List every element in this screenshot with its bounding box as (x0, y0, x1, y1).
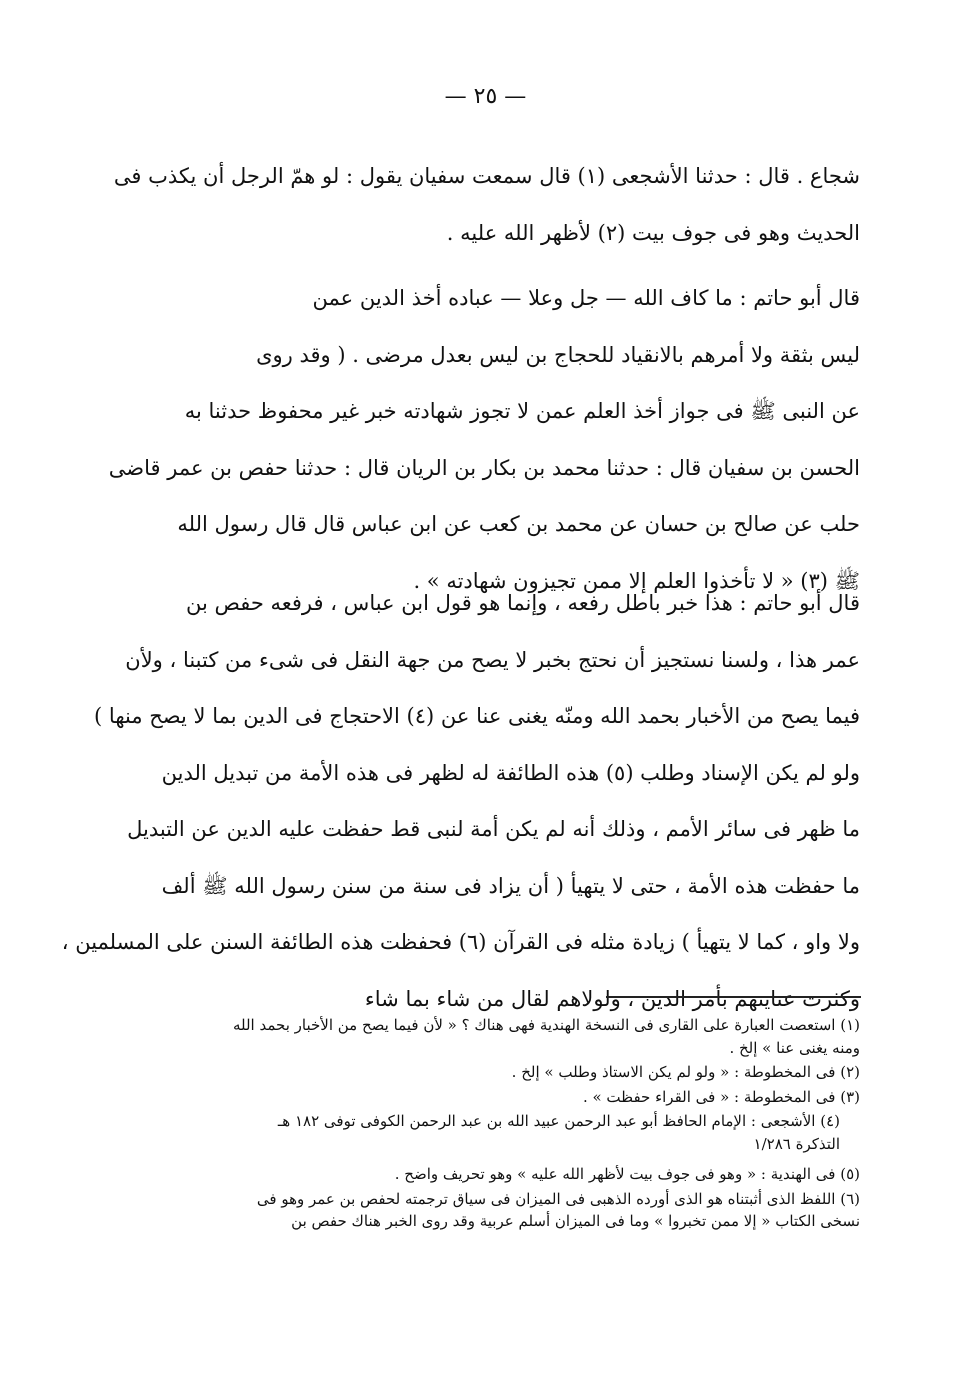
text-line: فيما يصح من الأخبار بحمد الله ومنّه يغنى عنا عن (٤) الاحتجاج فى الدين بما لا يصح منها ) (94, 704, 860, 728)
footnote-text: (٥) فى الهندية : « وهو فى جوف بيت لأظهر الله عليه » وهو تحريف واضح . (394, 1165, 860, 1183)
text-line: وكثرت عنايتهم بأمر الدين ، ولولاهم لقال من شاء بما شاء (364, 986, 860, 1011)
text-line: ﷺ (٣) « لا تأخذوا العلم إلا ممن تجيزون شهادته » . (413, 568, 860, 593)
footnote-4 (140, 1110, 860, 1155)
text-line: ولو لم يكن الإسناد وطلب (٥) هذه الطائفة له لظهر فى هذه الأمة من تبديل الدين (161, 760, 860, 785)
text-line: حلب عن صالح بن حسان عن محمد بن كعب عن ابن عباس قال قال رسول الله (177, 512, 860, 536)
text-line: شجاع . قال : حدثنا الأشجعى (١) قال سمعت سفيان يقول : لو همّ الرجل أن يكذب فى (113, 164, 860, 188)
footnote-text: (١) استعصت العبارة على القارى فى النسخة الهندية فهى هناك ؟ « لأن فيما يصح من الأخبار بحمد الله (232, 1016, 860, 1034)
footnotes (140, 1014, 860, 1235)
text-line: ليس بثقة ولا أمرهم بالانقياد للحجاج بن ليس بعدل مرضى . ( وقد روى (256, 342, 860, 367)
paragraph-1 (113, 148, 860, 261)
text-line: ما ظهر فى سائر الأمم ، وذلك أنه لم يكن أمة لنبى قط حفظت عليه الدين عن التبديل (127, 817, 860, 841)
footnote-continuation: التذكرة ١/٢٨٦ (753, 1134, 840, 1153)
text-line: الحسن بن سفيان قال : حدثنا محمد بن بكار بن الريان قال : حدثنا حفص بن عمر قاضى (108, 455, 860, 480)
text-line: الحديث وهو فى جوف بيت (٢) لأظهر الله عليه . (446, 220, 860, 245)
text-line: عن النبى ﷺ فى جواز أخذ العلم عمن لا تجوز شهادته خبر غير محفوظ حدثنا به (184, 399, 860, 423)
text-line: قال أبو حاتم : هذا خبر باطل رفعه ، وإنما هو قول ابن عباس ، فرفعه حفص بن (185, 591, 860, 615)
page-number: — ٢٥ — (444, 84, 527, 109)
text-line: ولا واو ، كما لا يتهيأ ) زيادة مثله فى القرآن (٦) فحفظت هذه الطائفة السنن على المسلمين ، (61, 930, 860, 954)
paragraph-3 (61, 575, 860, 1027)
footnote-text: (٦) اللفظ الذى أثبتناه هو الذى أورده الذهبى فى الميزان فى سياق ترجمته لحفص بن عمر وهو فى (256, 1189, 860, 1208)
footnote-divider (606, 996, 861, 998)
footnote-text: (٣) فى المخطوطة : « فى القراء حفظت » . (582, 1087, 860, 1106)
text-line: قال أبو حاتم : ما كاف الله — جل وعلا — عباده أخذ الدين عمن (312, 286, 860, 310)
paragraph-2 (108, 270, 860, 609)
footnote-continuation: نسخى الكتاب « إلا ممن تخبروا » وما فى الميزان أسلم عربية وقد روى الخبر هناك حفص بن (291, 1212, 860, 1230)
footnote-6 (140, 1188, 860, 1233)
text-line: ما حفظت هذه الأمة ، حتى لا يتهيأ ( أن يزاد فى سنة من سنن رسول الله ﷺ ألف (161, 873, 860, 898)
text-line: عمر هذا ، ولسنا نستجيز أن نحتج بخبر لا يصح من جهة النقل فى شىء من كتبنا ، ولأن (125, 647, 860, 672)
footnote-5 (140, 1163, 860, 1186)
footnote-2 (140, 1061, 860, 1084)
footnote-text: (٢) فى المخطوطة : « ولو لم يكن الاستاذ وطلب » إلخ . (511, 1063, 860, 1081)
footnote-3 (140, 1086, 860, 1109)
footnote-1 (140, 1014, 860, 1059)
footnote-continuation: ومنه يغنى عنا » إلخ . (729, 1038, 860, 1057)
footnote-text: (٤) الأشجعى : الإمام الحافظ أبو عبد الرحمن عبيد الله بن عبد الرحمن الكوفى توفى ١٨٢ هـ (277, 1112, 840, 1130)
